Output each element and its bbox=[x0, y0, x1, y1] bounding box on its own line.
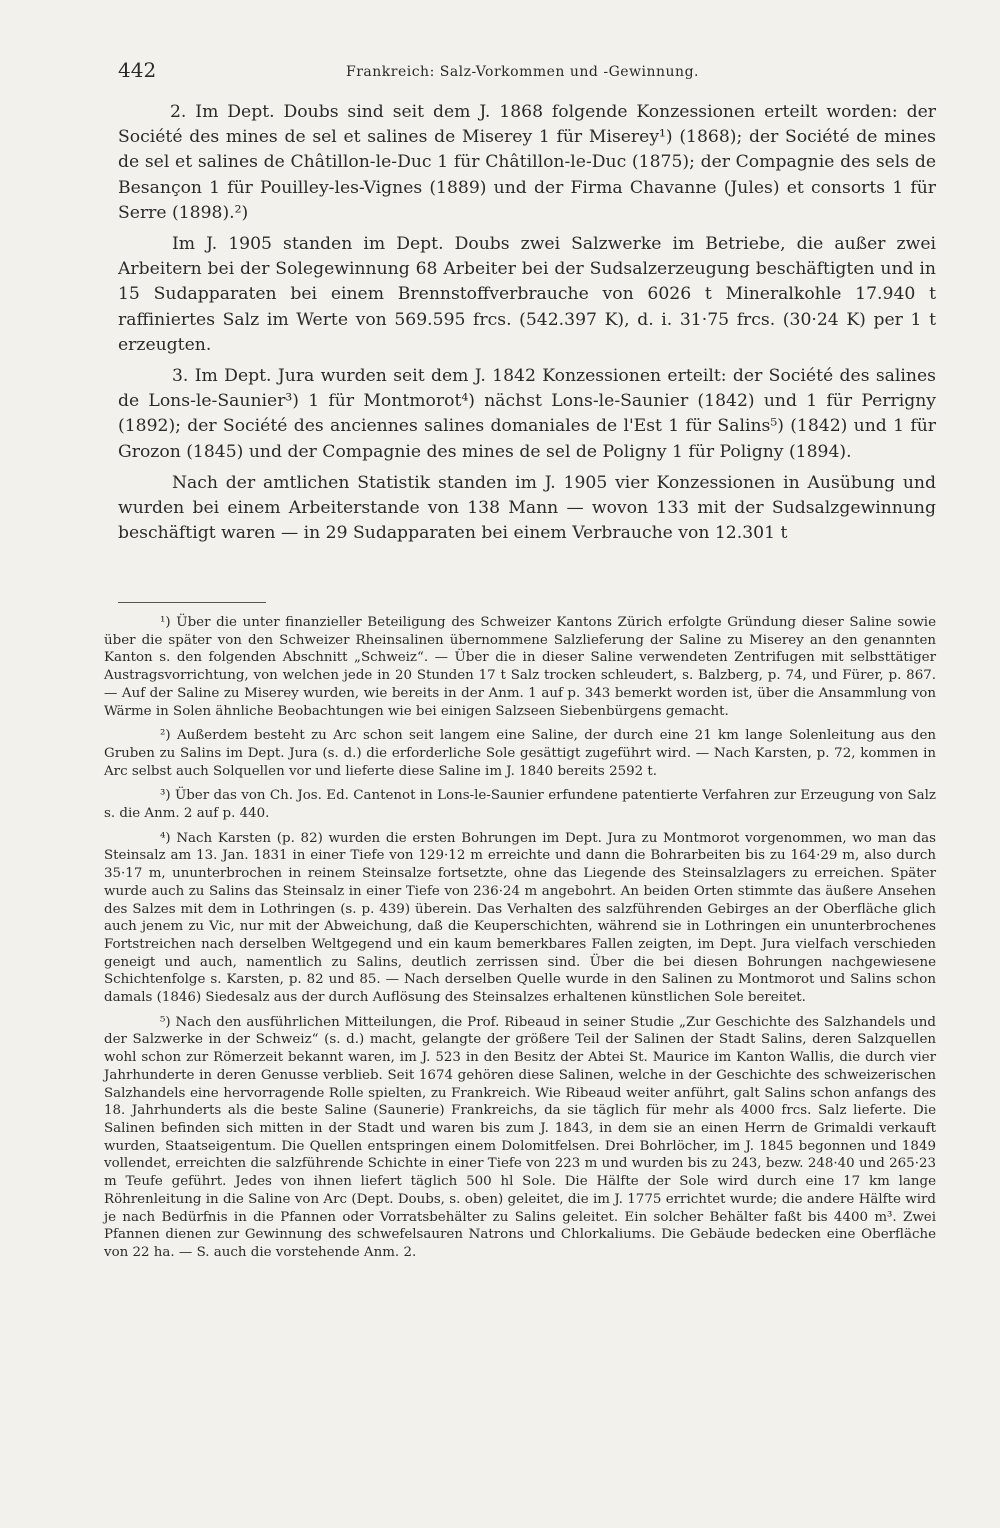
footnote-4: ⁴) Nach Karsten (p. 82) wurden die ersten Bohrungen im Dept. Jura zu Montmorot vorgenommen, wo man das Steinsalz am 13. Jan. 1831 in einer Tiefe von 129·12 m erreichte und dann die Bohrarbeiten bis zu 164·29 m, also durch 35·17 m, ununterbrochen in reinem Steinsalze fortsetzte, ohne das Liegende des Steinsalzlagers zu erreichen. Später wurde auch zu Salins das Steinsalz in einer Tiefe von 236·24 m angebohrt. An beiden Orten stimmte das äußere Ansehen des Salzes mit dem in Lothringen (s. p. 439) überein. Das Verhalten des salzführenden Gebirges an der Oberfläche glich auch jenem zu Vic, nur mit der Abweichung, daß die Keuperschichten, während sie in Lothringen ein ununterbrochenes Fortstreichen nach derselben Weltgegend und ein kaum bemerkbares Fallen zeigten, im Dept. Jura vielfach verschieden geneigt und auch, namentlich zu Salins, deutlich zerrissen sind. Über die bei diesen Bohrungen nachgewiesene Schichtenfolge s. Karsten, p. 82 und 85. — Nach derselben Quelle wurde in den Salinen zu Montmorot und Salins schon damals (1846) Siedesalz aus der durch Auflösung des Steinsalzes erhaltenen künstlichen Sole bereitet. bbox=[104, 830, 936, 1006]
footnote-separator bbox=[118, 602, 266, 603]
running-title: Frankreich: Salz-Vorkommen und -Gewinnung. bbox=[346, 64, 699, 80]
footnote-1: ¹) Über die unter finanzieller Beteiligung des Schweizer Kantons Zürich erfolgte Gründung dieser Saline sowie über die später von den Schweizer Rheinsalinen übernommene Salzlieferung der Saline zu Miserey an den genannten Kanton s. den folgenden Abschnitt „Schweiz“. — Über die in dieser Saline verwendeten Zentrifugen mit selbsttätiger Austragsvorrichtung, von welchen jede in 20 Stunden 17 t Salz trocken schleudert, s. Balzberg, p. 74, und Fürer, p. 867. — Auf der Saline zu Miserey wurden, wie bereits in der Anm. 1 auf p. 343 bemerkt worden ist, über die Ansammlung von Wärme in Solen ähnliche Beobachtungen wie bei einigen Salzseen Siebenbürgens gemacht. bbox=[104, 615, 936, 719]
page-number: 442 bbox=[118, 58, 157, 82]
footnotes bbox=[104, 614, 936, 1262]
footnote-5: ⁵) Nach den ausführlichen Mitteilungen, die Prof. Ribeaud in seiner Studie „Zur Geschichte des Salzhandels und der Salzwerke in der Schweiz“ (s. d.) macht, gelangte der größere Teil der Salinen der Stadt Salins, deren Salzquellen wohl schon zur Römerzeit bekannt waren, im J. 523 in den Besitz der Abtei St. Maurice im Kanton Wallis, die durch vier Jahrhunderte in deren Genusse verblieb. Seit 1674 gehören diese Salinen, welche in der Geschichte des schweizerischen Salzhandels eine hervorragende Rolle spielten, zu Frankreich. Wie Ribeaud weiter anführt, galt Salins schon anfangs des 18. Jahrhunderts als die beste Saline (Saunerie) Frankreichs, da sie täglich für mehr als 4000 frcs. Salz lieferte. Die Salinen befinden sich mitten in der Stadt und waren bis zum J. 1843, in dem sie an einen Herrn de Grimaldi verkauft wurden, Staatseigentum. Die Quellen entspringen einem Dolomitfelsen. Drei Bohrlöcher, im J. 1845 begonnen und 1849 vollendet, erreichten die salzführende Schichte in einer Tiefe von 223 m und wurden bis zu 243, bezw. 248·40 und 265·23 m Teufe geführt. Jedes von ihnen liefert täglich 500 hl Sole. Die Hälfte der Sole wird durch eine 17 km lange Röhrenleitung in die Saline von Arc (Dept. Doubs, s. oben) geleitet, die im J. 1775 errichtet wurde; die andere Hälfte wird je nach Bedürfnis in die Pfannen oder Vorratsbehälter zu Salins geleitet. Ein solcher Behälter faßt bis 4400 m³. Zwei Pfannen dienen zur Gewinnung des schwefelsauren Natrons und Chlorkaliums. Die Gebäude bedecken eine Oberfläche von 22 ha. — S. auch die vorstehende Anm. 2. bbox=[104, 1014, 936, 1260]
page-header bbox=[118, 58, 938, 88]
footnote-3: ³) Über das von Ch. Jos. Ed. Cantenot in Lons-le-Saunier erfundene patentierte Verfahren zur Erzeugung von Salz s. die Anm. 2 auf p. 440. bbox=[104, 788, 936, 822]
main-text bbox=[118, 100, 936, 546]
paragraph-jura-concessions: 3. Im Dept. Jura wurden seit dem J. 1842 Konzessionen erteilt: der Société des salines de Lons-le-Saunier³) 1 für Montmorot⁴) nächst Lons-le-Saunier (1842) und 1 für Perrigny (1892); der Société des anciennes salines domaniales de l'Est 1 für Salins⁵) (1842) und 1 für Grozon (1845) und der Compagnie des mines de sel de Poligny 1 für Poligny (1894). bbox=[118, 366, 936, 462]
paragraph-jura-statistics: Nach der amtlichen Statistik standen im J. 1905 vier Konzessionen in Ausübung und wurden bei einem Arbeiterstande von 138 Mann — wovon 133 mit der Sudsalzgewinnung beschäftigt waren — in 29 Sudapparaten bei einem Verbrauche von 12.301 t bbox=[118, 472, 936, 544]
footnote-2: ²) Außerdem besteht zu Arc schon seit langem eine Saline, der durch eine 21 km lange Solenleitung aus den Gruben zu Salins im Dept. Jura (s. d.) die erforderliche Sole gesättigt zugeführt wird. — Nach Karsten, p. 72, kommen in Arc selbst auch Solquellen vor und lieferte diese Saline im J. 1840 bereits 2592 t. bbox=[104, 728, 936, 779]
paragraph-doubs-concessions: 2. Im Dept. Doubs sind seit dem J. 1868 folgende Konzessionen erteilt worden: der Société des mines de sel et salines de Miserey 1 für Miserey¹) (1868); der Société de mines de sel et salines de Châtillon-le-Duc 1 für Châtillon-le-Duc (1875); der Compagnie des sels de Besançon 1 für Pouilley-les-Vignes (1889) und der Firma Chavanne (Jules) et consorts 1 für Serre (1898).²) bbox=[118, 102, 936, 223]
paragraph-doubs-1905: Im J. 1905 standen im Dept. Doubs zwei Salzwerke im Betriebe, die außer zwei Arbeitern bei der Solegewinnung 68 Arbeiter bei der Sudsalzerzeugung beschäftigten und in 15 Sudapparaten bei einem Brennstoffverbrauche von 6026 t Mineralkohle 17.940 t raffiniertes Salz im Werte von 569.595 frcs. (542.397 K), d. i. 31·75 frcs. (30·24 K) per 1 t erzeugten. bbox=[118, 234, 936, 355]
